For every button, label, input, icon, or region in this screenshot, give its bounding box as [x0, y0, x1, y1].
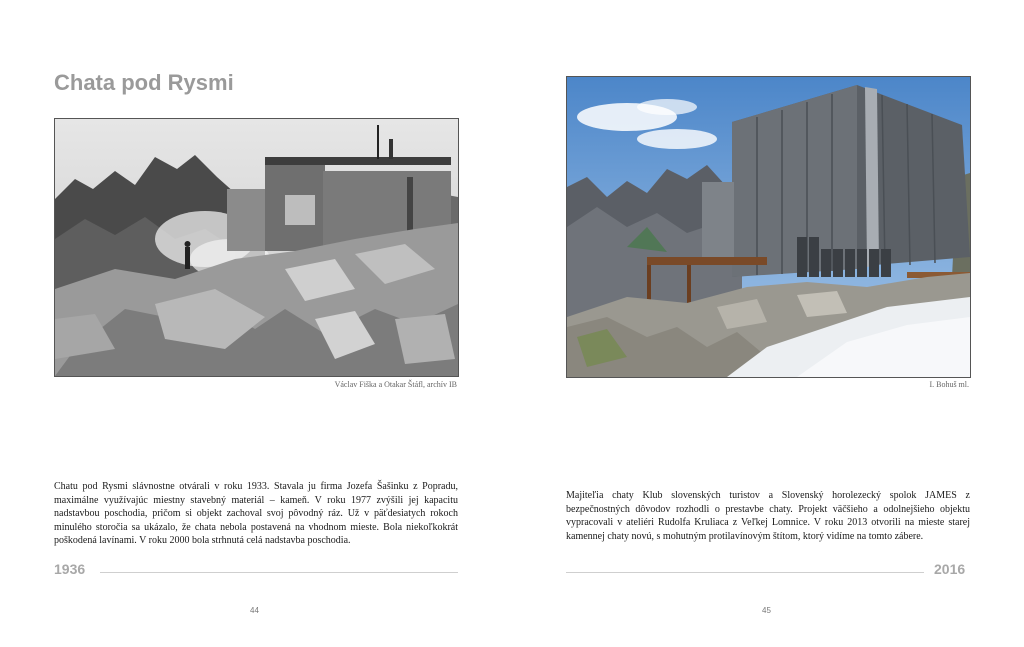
- year-rule: [100, 572, 458, 573]
- page-title: Chata pod Rysmi: [54, 70, 234, 95]
- year-rule: [566, 572, 924, 573]
- historic-photo-graphic: [55, 119, 458, 376]
- year-label: 2016: [934, 561, 966, 577]
- historic-photo: [54, 118, 459, 377]
- right-page: [512, 0, 1024, 647]
- modern-photo-graphic: [567, 77, 970, 377]
- year-label: 1936: [54, 561, 86, 577]
- page-number: 44: [250, 606, 259, 615]
- page-number: 45: [762, 606, 771, 615]
- photo-credit: I. Bohuš ml.: [929, 380, 969, 389]
- modern-photo: [566, 76, 971, 378]
- body-text: Chatu pod Rysmi slávnostne otvárali v roku 1933. Stavala ju firma Jozefa Šašinku z Popradu, maximálne využívajúc miestny stavebný materiál – kameň. V roku 1977 zvýšili jej kapacitu nadstavbou poschodia, pričom si objekt zachoval svoj pôvodný ráz. Už v päťdesiatych rokoch minulého storočia sa ukázalo, že chata nebola postavená na vhodnom mieste. Bola niekoľkokrát poškodená lavínami. V roku 2000 bola strhnutá celá nadstavba poschodia.: [54, 481, 458, 547]
- photo-credit: Václav Fiška a Otakar Štáfl, archív IB: [334, 380, 457, 389]
- body-text: Majiteľia chaty Klub slovenských turistov a Slovenský horolezecký spolok JAMES z bezpečnostných dôvodov rozhodli o prestavbe chaty. Projekt väčšieho a odolnejšieho objektu vypracovali v ateliéri Rudolfa Kruliaca z Veľkej Lomnice. V roku 2013 otvorili na mieste starej kamennej chaty novú, s mohutným protilavínovým štítom, ktorý vidíme na tomto zábere.: [566, 490, 970, 542]
